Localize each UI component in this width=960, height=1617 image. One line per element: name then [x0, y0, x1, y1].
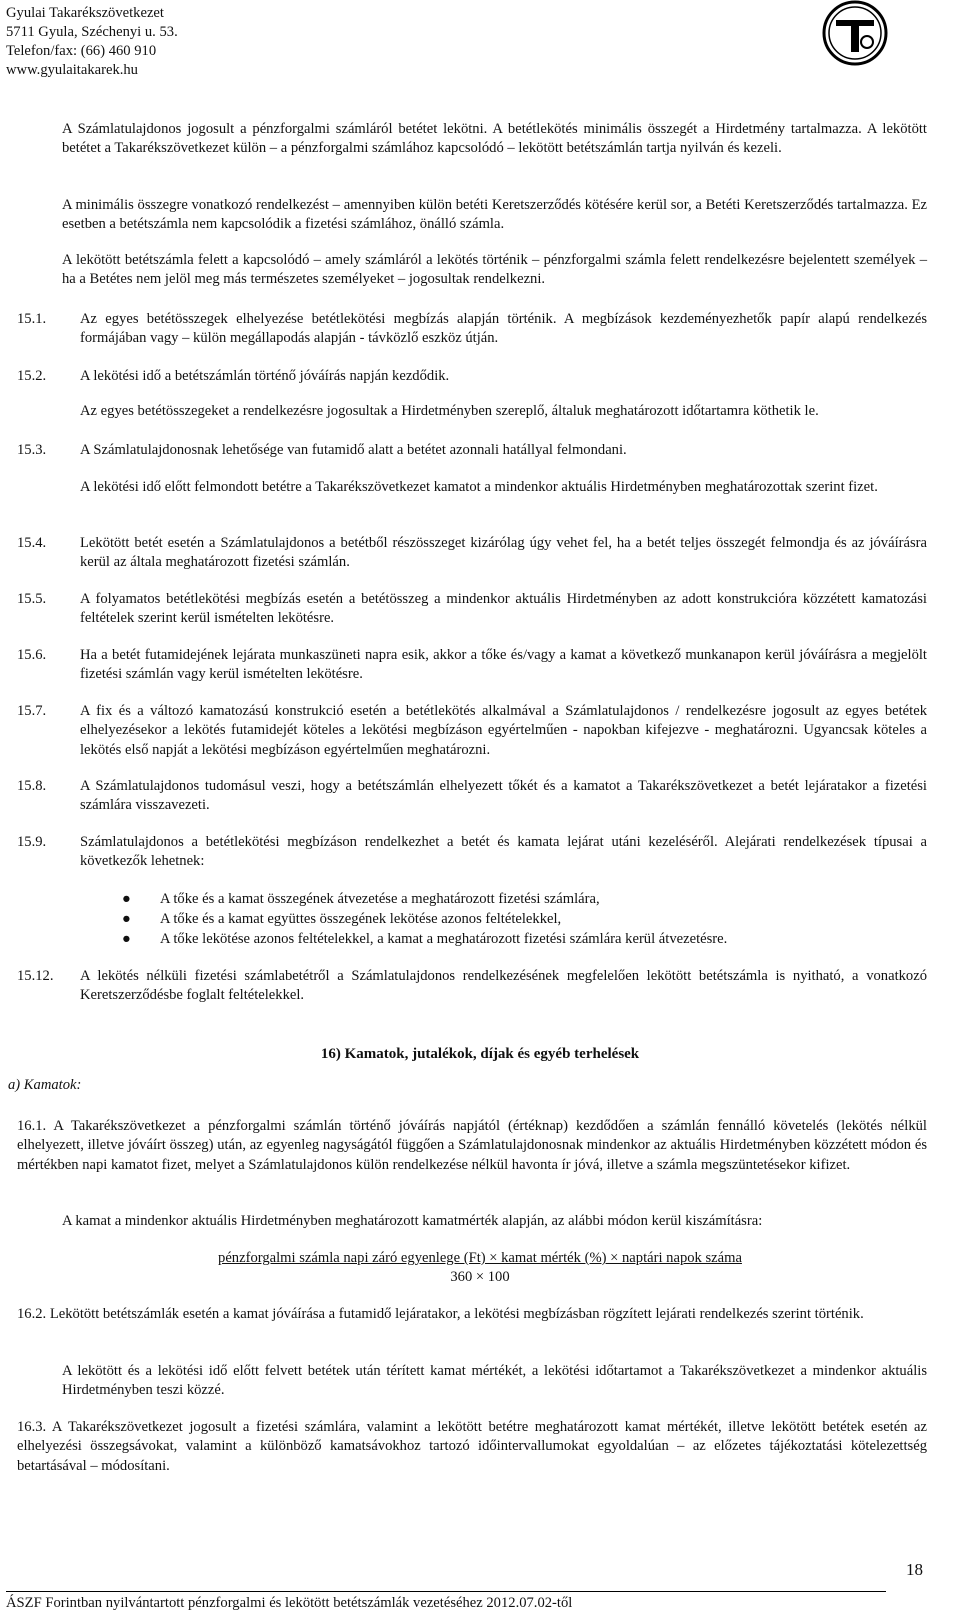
intro-paragraph-2: A minimális összegre vonatkozó rendelkezést – amennyiben külön betéti Keretszerződés kötésére kerül sor, a Betéti Keretszerződés tartalmazza. Ez esetben a betétszámla nem kapcsolódik a fizetési számlához, önálló számla.	[62, 197, 927, 233]
intro-paragraph-3: A lekötött betétszámla felett a kapcsolódó – amely számláról a lekötés történik – pénzforgalmi számla felett rendelkezésre bejelentett személyek – ha a Betétes nem jelöl meg más természetes személyeket – jogosultak rendelkezni.	[62, 252, 927, 288]
item-number: 15.1.	[17, 311, 47, 327]
formula-numerator	[0, 1249, 960, 1268]
formula-denominator: 360 × 100	[450, 1269, 510, 1285]
item-number: 15.6.	[17, 647, 47, 663]
bank-phone: Telefon/fax: (66) 460 910	[6, 43, 157, 59]
item-number: 15.12.	[17, 968, 54, 984]
footer-text: ÁSZF Forintban nyilvántartott pénzforgalmi és lekötött betétszámlák vezetéséhez 2012.07.02-től	[6, 1595, 573, 1611]
item-number: 15.8.	[17, 778, 47, 794]
bullet-icon: ●	[122, 931, 131, 947]
footer-divider	[6, 1591, 886, 1592]
bank-address: 5711 Gyula, Széchenyi u. 53.	[6, 24, 178, 40]
item-text: A folyamatos betétlekötési megbízás esetén a betétösszeg a mindenkor aktuális Hirdetményben az adott konstrukcióra közzétett kamatozási feltételek szerint kerül ismételten lekötésre.	[80, 591, 927, 627]
bank-website[interactable]: www.gyulaitakarek.hu	[6, 62, 138, 78]
item-extra-text: A lekötési idő előtt felmondott betétre a Takarékszövetkezet kamatot a mindenkor aktuális Hirdetményben meghatározottak szerint fizet.	[80, 479, 878, 495]
bank-logo	[822, 0, 888, 66]
bullet-item: A tőke és a kamat összegének átvezetése a meghatározott fizetési számlára,	[160, 891, 600, 907]
paragraph-16-1-b: A kamat a mindenkor aktuális Hirdetményben meghatározott kamatmérték alapján, az alábbi módon kerül kiszámításra:	[62, 1213, 763, 1229]
item-number: 15.5.	[17, 591, 47, 607]
bullet-item: A tőke és a kamat együttes összegének lekötése azonos feltételekkel,	[160, 911, 562, 927]
bullet-item: A tőke lekötése azonos feltételekkel, a kamat a meghatározott fizetési számlára kerül átvezetésre.	[160, 931, 728, 947]
item-extra-text: Az egyes betétösszegeket a rendelkezésre jogosultak a Hirdetményben szereplő, általuk meghatározott időtartamra köthetik le.	[80, 403, 819, 419]
item-text: Ha a betét futamidejének lejárata munkaszüneti napra esik, akkor a tőke és/vagy a kamat a következő munkanapon kerül jóváírásra a megjelölt fizetési számlán vagy kerül ismételten lekötésre.	[80, 647, 927, 683]
item-text: A Számlatulajdonos tudomásul veszi, hogy a betétszámlán elhelyezett tőkét és a kamatot a Takarékszövetkezet a betét lejáratakor a fizetési számlára visszavezeti.	[80, 778, 927, 814]
item-number: 15.2.	[17, 368, 47, 384]
item-text: A lekötés nélküli fizetési számlabetétről a Számlatulajdonos rendelkezésének megfelelően lekötött betétszámla is nyitható, a vonatkozó Keretszerződésbe foglalt feltételekkel.	[80, 968, 927, 1004]
bullet-icon: ●	[122, 911, 131, 927]
section-16-heading: 16) Kamatok, jutalékok, díjak és egyéb terhelések	[320, 1046, 640, 1062]
item-text: Az egyes betétösszegek elhelyezése betétlekötési megbízás alapján történik. A megbízások kezdeményezhetők papír alapú rendelkezés formájában vagy – külön megállapodás alapján - távközlő eszköz útján.	[80, 311, 927, 347]
intro-paragraph-1: A Számlatulajdonos jogosult a pénzforgalmi számláról betétet lekötni. A betétlekötés minimális összegét a Hirdetmény tartalmazza. A lekötött betétet a Takarékszövetkezet külön – a pénzforgalmi számlához kapcsolódó – lekötött betétszámlán tartja nyilván és kezeli.	[62, 121, 927, 157]
item-text: A lekötési idő a betétszámlán történő jóváírás napján kezdődik.	[80, 368, 450, 384]
item-number: 15.9.	[17, 834, 47, 850]
bank-header	[6, 4, 178, 80]
item-text: Lekötött betét esetén a Számlatulajdonos a betétből részösszeget kizárólag úgy vehet fel, ha a betét teljes összegét felmondja és az jóváírásra kerül az általa meghatározott fizetési számlán.	[80, 535, 927, 571]
item-text: A Számlatulajdonosnak lehetősége van futamidő alatt a betétet azonnali hatállyal felmondani.	[80, 442, 627, 458]
item-text: A fix és a változó kamatozású konstrukció esetén a betétlekötés alkalmával a Számlatulajdonos / rendelkezésre jogosult az egyes betétek elhelyezésekor a lekötés futamidejét köteles a lekötési megbízáson egyértelműen - napokban kifejezve - meghatározni. Ugyancsak köteles a lekötés első napját a lekötési megbízáson egyértelműen meghatározni.	[80, 703, 927, 758]
bullet-icon: ●	[122, 891, 131, 907]
bank-name: Gyulai Takarékszövetkezet	[6, 5, 164, 21]
paragraph-16-3: 16.3. A Takarékszövetkezet jogosult a fizetési számlára, valamint a lekötött betétre meghatározott kamat mértékét, illetve lekötött betétek esetén az elhelyezési összegsávokat, valamint a különböző kamatsávokhoz tartozó időintervallumokat egyoldalúan – az előzetes tájékoztatási kötelezettség betartásával – módosítani.	[17, 1419, 927, 1474]
paragraph-16-2-b: A lekötött és a lekötési idő előtt felvett betétek után térített kamat mértékét, a lekötési időtartamot a Takarékszövetkezet a mindenkor aktuális Hirdetményben teszi közzé.	[62, 1363, 927, 1399]
paragraph-16-2: 16.2. Lekötött betétszámlák esetén a kamat jóváírása a futamidő lejáratakor, a lekötési megbízásban rögzített lejárati rendelkezés szerint történik.	[17, 1306, 864, 1322]
item-number: 15.3.	[17, 442, 47, 458]
page-number: 18	[906, 1560, 923, 1579]
formula-numerator-text: pénzforgalmi számla napi záró egyenlege (Ft) × kamat mérték (%) × naptári napok száma	[218, 1250, 742, 1266]
item-number: 15.7.	[17, 703, 47, 719]
item-text: Számlatulajdonos a betétlekötési megbízáson rendelkezhet a betét és kamata lejárat utáni kezeléséről. Alejárati rendelkezések típusai a következők lehetnek:	[80, 834, 927, 870]
item-number: 15.4.	[17, 535, 47, 551]
interest-sublabel: a) Kamatok:	[8, 1077, 82, 1093]
paragraph-16-1: 16.1. A Takarékszövetkezet a pénzforgalmi számlán történő jóváírás napjától (értéknap) kezdődően a számlán fennálló követelés (lekötés nélkül elhelyezett, illetve jóváírt összeg) után, az egyenleg nagyságától függően a Számlatulajdonosnak mindenkor az aktuális Hirdetményben közzétett módon és mértékben napi kamatot fizet, melyet a Számlatulajdonos külön rendelkezése nélkül havonta ír jóvá, illetve a számla megszüntetésekor kifizet.	[17, 1118, 927, 1173]
